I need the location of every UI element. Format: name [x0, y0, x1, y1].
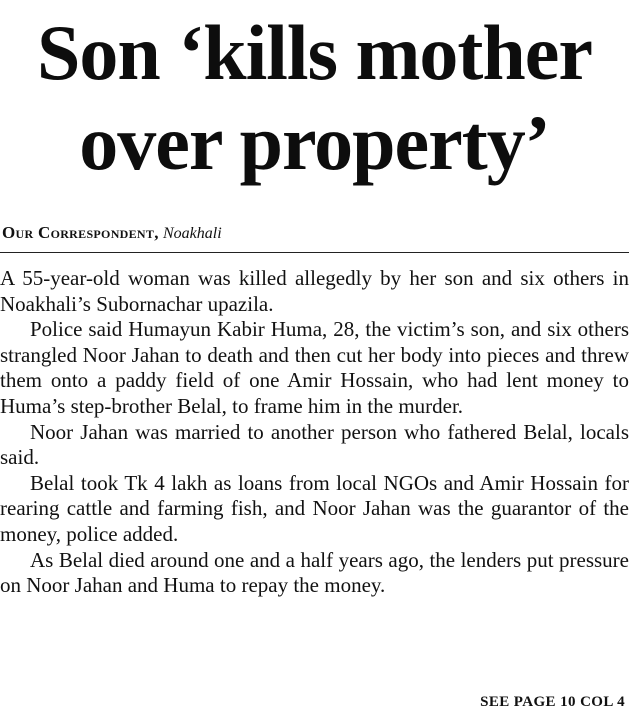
- article-paragraph: Noor Jahan was married to another person who fathered Belal, locals said.: [0, 419, 629, 470]
- byline-author: Our Correspondent,: [2, 223, 159, 242]
- article-body: [0, 266, 629, 599]
- article-paragraph: Police said Humayun Kabir Huma, 28, the victim’s son, and six others strangled Noor Jahan to death and then cut her body into pieces and threw them onto a paddy field of one Amir Hossain, who had lent money to Huma’s step-brother Belal, to frame him in the murder.: [0, 317, 629, 418]
- article-paragraph: Belal took Tk 4 lakh as loans from local NGOs and Amir Hossain for rearing cattle and farming fish, and Noor Jahan was the guarantor of the money, police added.: [0, 470, 629, 546]
- article-paragraph: A 55-year-old woman was killed allegedly by her son and six others in Noakhali’s Subornachar upazila.: [0, 266, 629, 316]
- byline-location: Noakhali: [163, 225, 222, 242]
- byline-divider: [0, 252, 629, 253]
- headline-line-1: Son ‘kills mother: [36, 9, 593, 96]
- byline: [2, 222, 222, 245]
- continued-jump-line: SEE PAGE 10 COL 4: [480, 694, 625, 710]
- headline: [0, 8, 629, 188]
- headline-line-2: over property’: [79, 99, 550, 186]
- article-paragraph: As Belal died around one and a half years ago, the lenders put pressure on Noor Jahan and Huma to repay the money.: [0, 547, 629, 598]
